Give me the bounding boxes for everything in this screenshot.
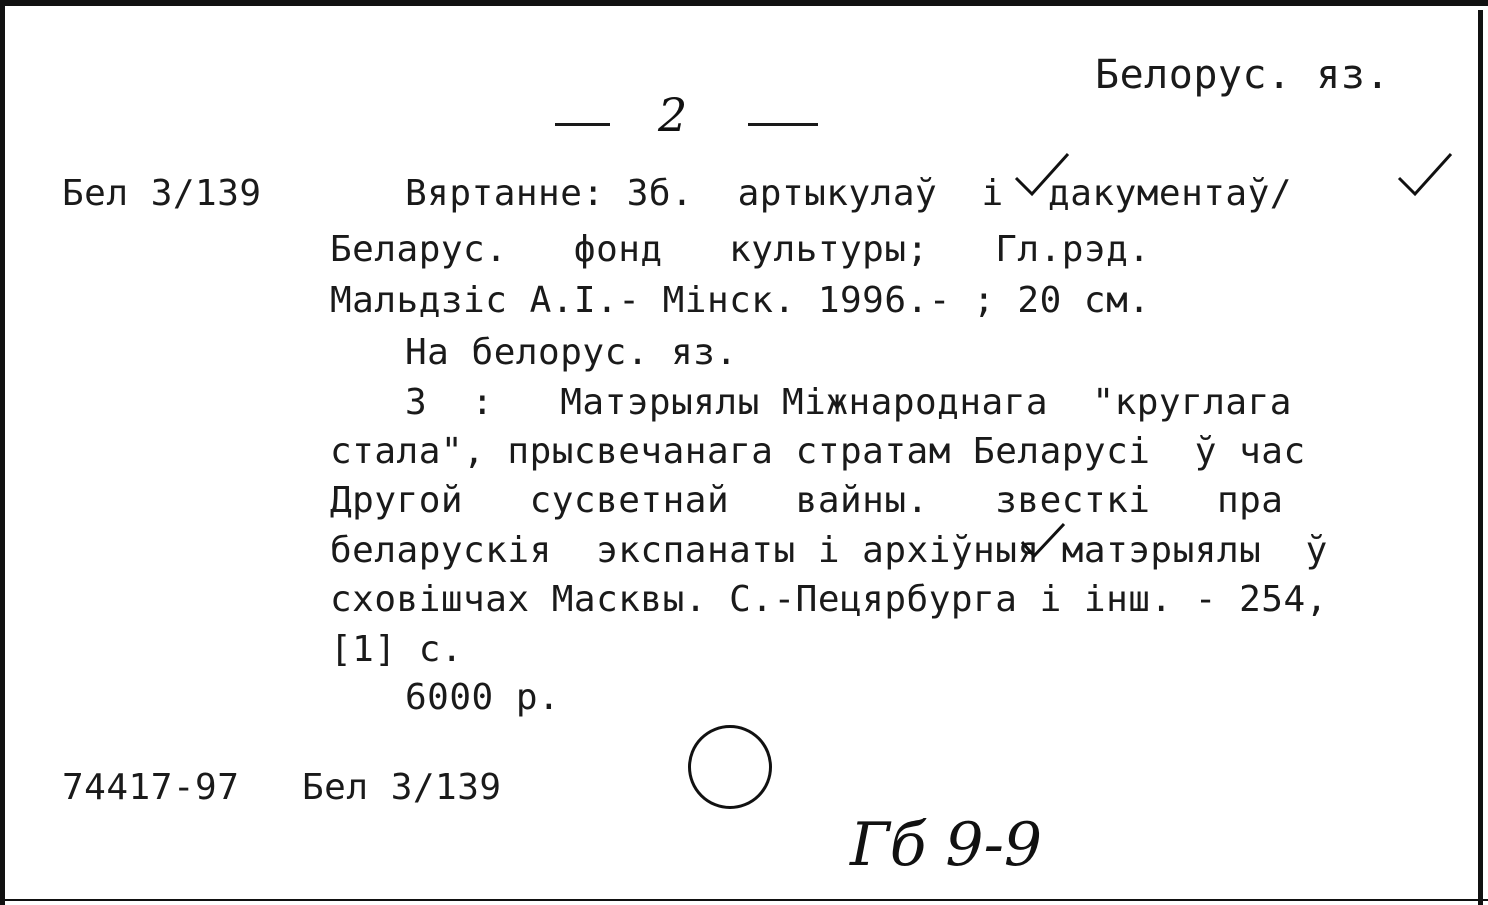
checkmark-icon <box>1395 150 1455 200</box>
pagination-line: [1] с. <box>330 629 464 670</box>
title-line-1: Вяртанне: Зб. артыкулаў і дакументаў/ <box>405 173 1292 214</box>
footer-shelfmark: Бел 3/139 <box>302 767 502 808</box>
volume-line-2: стала", прысвечанага стратам Беларусі ў час <box>330 431 1306 472</box>
card-edge-left <box>0 0 5 905</box>
title-line-2: Беларус. фонд культуры; Гл.рэд. <box>330 229 1151 270</box>
circle-mark <box>688 725 772 809</box>
volume-line-4: беларускія экспанаты і архіўныя матэрыялы ў <box>330 530 1328 571</box>
sheet-dash-left <box>555 123 610 126</box>
card-edge-bottom <box>0 899 1488 901</box>
card-edge-right <box>1478 10 1483 905</box>
checkmark-icon <box>1012 150 1072 200</box>
card-edge-top <box>0 0 1488 6</box>
imprint-line: Мальдзіс А.І.- Мінск. 1996.- ; 20 см. <box>330 280 1151 321</box>
sheet-number: 2 <box>658 88 688 142</box>
language-note: На белорус. яз. <box>405 332 738 373</box>
volume-line-1: 3 : Матэрыялы Міжнароднага "круглага <box>405 382 1292 423</box>
volume-line-5: сховішчах Масквы. С.-Пецярбурга і інш. - 254, <box>330 579 1328 620</box>
handwritten-code: Гб 9-9 <box>850 810 1043 880</box>
shelfmark: Бел 3/139 <box>62 173 262 214</box>
volume-line-3: Другой сусветнай вайны. звесткі пра <box>330 480 1284 521</box>
price-line: 6000 р. <box>405 677 561 718</box>
language-heading: Белорус. яз. <box>1095 52 1390 98</box>
accession-number: 74417-97 <box>62 767 240 808</box>
checkmark-icon <box>1018 520 1068 560</box>
sheet-dash-right <box>748 123 818 126</box>
